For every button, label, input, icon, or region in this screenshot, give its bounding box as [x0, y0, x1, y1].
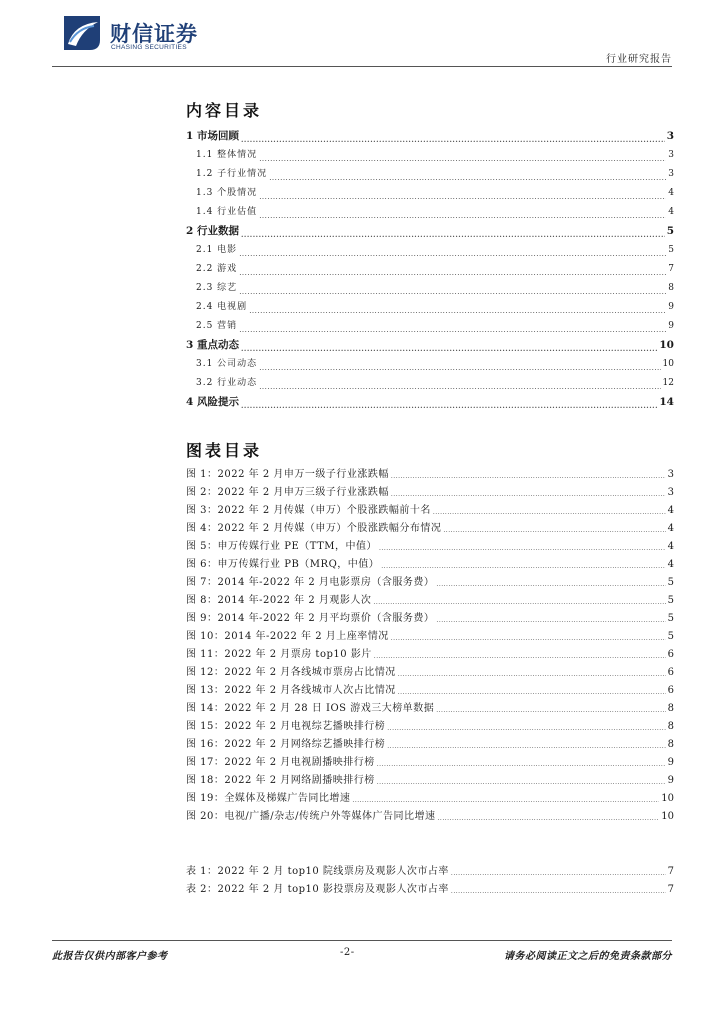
table-entry[interactable] [186, 862, 674, 880]
figure-entry[interactable] [186, 681, 674, 699]
figure-entry-page: 8 [667, 721, 674, 732]
figure-entry-page: 6 [667, 649, 674, 660]
figures-title: 图表目录 [186, 441, 263, 460]
dot-leader [239, 326, 666, 334]
figure-entry-page: 5 [667, 631, 674, 642]
toc-entry-label: 4 风险提示 [186, 396, 239, 408]
dot-leader [352, 797, 659, 804]
figure-entry-label: 图 18：2022 年 2 月网络剧播映排行榜 [186, 775, 375, 786]
figure-entry-label: 图 6：申万传媒行业 PB（MRQ，中值） [186, 559, 380, 570]
toc-title: 内容目录 [186, 101, 263, 120]
toc-entry[interactable] [186, 204, 674, 223]
toc-entry-page: 9 [668, 302, 674, 312]
toc-entry-label: 2.4 电视剧 [196, 302, 248, 312]
figure-entry-label: 图 15：2022 年 2 月电视综艺播映排行榜 [186, 721, 386, 732]
dot-leader [391, 473, 666, 480]
toc-entry-page: 7 [668, 264, 674, 274]
toc-entry[interactable] [186, 356, 674, 375]
toc-entry[interactable] [186, 299, 674, 318]
toc-entry-page: 9 [668, 321, 674, 331]
dot-leader [438, 815, 660, 822]
figure-entry[interactable] [186, 591, 674, 609]
dot-leader [443, 527, 665, 534]
figure-entry-page: 8 [667, 739, 674, 750]
figure-entry-label: 图 11：2022 年 2 月票房 top10 影片 [186, 649, 372, 660]
dot-leader [451, 888, 666, 895]
dot-leader [391, 635, 666, 642]
figure-entry-label: 图 20：电视/广播/杂志/传统户外等媒体广告同比增速 [186, 811, 436, 822]
toc-entry-label: 1 市场回顾 [186, 130, 239, 142]
dot-leader [239, 288, 666, 296]
dot-leader [269, 174, 666, 182]
figure-entry-page: 5 [667, 595, 674, 606]
figure-entry-label: 图 1：2022 年 2 月申万一级子行业涨跌幅 [186, 469, 389, 480]
figure-entry-label: 图 13：2022 年 2 月各线城市人次占比情况 [186, 685, 396, 696]
figure-entry[interactable] [186, 501, 674, 519]
figure-entry[interactable] [186, 627, 674, 645]
figure-entry[interactable] [186, 663, 674, 681]
toc-entry-label: 3.2 行业动态 [196, 378, 258, 388]
dot-leader [436, 617, 665, 624]
toc-entry-page: 10 [659, 339, 674, 351]
dot-leader [379, 545, 666, 552]
toc-entry-page: 3 [668, 150, 674, 160]
dot-leader [239, 250, 666, 258]
footer-notice: 请务必阅读正文之后的免责条款部分 [504, 951, 672, 962]
dot-leader [387, 743, 665, 750]
figure-entry-page: 10 [661, 793, 674, 804]
figure-entry-label: 图 10：2014 年-2022 年 2 月上座率情况 [186, 631, 389, 642]
dot-leader [436, 707, 665, 714]
figure-entry-page: 9 [667, 775, 674, 786]
dot-leader [451, 870, 666, 877]
dot-leader [436, 581, 665, 588]
figure-entry-label: 图 3：2022 年 2 月传媒（申万）个股涨跌幅前十名 [186, 505, 431, 516]
figure-entry-label: 图 16：2022 年 2 月网络综艺播映排行榜 [186, 739, 386, 750]
toc-entry[interactable] [186, 147, 674, 166]
toc-entry-page: 4 [668, 207, 674, 217]
footer-divider [52, 940, 672, 941]
toc-entry[interactable] [186, 318, 674, 337]
toc-entry[interactable] [186, 166, 674, 185]
figure-entry[interactable] [186, 609, 674, 627]
figure-entry[interactable] [186, 753, 674, 771]
toc-entry-label: 3.1 公司动态 [196, 359, 258, 369]
company-logo [60, 14, 210, 54]
figure-entry-page: 4 [667, 523, 674, 534]
figure-entry-page: 4 [667, 559, 674, 570]
figure-entry[interactable] [186, 807, 674, 825]
toc-list [186, 128, 674, 413]
dot-leader [259, 212, 666, 220]
toc-entry-label: 1.2 子行业情况 [196, 169, 268, 179]
figure-entry-page: 10 [661, 811, 674, 822]
toc-entry-label: 1.4 行业估值 [196, 207, 258, 217]
toc-entry-page: 8 [668, 283, 674, 293]
figure-entry-label: 图 2：2022 年 2 月申万三级子行业涨跌幅 [186, 487, 389, 498]
dot-leader [241, 401, 657, 410]
toc-entry[interactable] [186, 185, 674, 204]
dot-leader [259, 193, 666, 201]
toc-entry-label: 1.1 整体情况 [196, 150, 258, 160]
dot-leader [259, 383, 660, 391]
table-entry-label: 表 1：2022 年 2 月 top10 院线票房及观影人次市占率 [186, 866, 449, 877]
dot-leader [241, 344, 657, 353]
figure-entry[interactable] [186, 573, 674, 591]
dot-leader [387, 725, 665, 732]
toc-entry[interactable] [186, 242, 674, 261]
dot-leader [259, 155, 666, 163]
toc-entry-label: 1.3 个股情况 [196, 188, 258, 198]
table-entry-page: 7 [667, 866, 674, 877]
toc-entry-page: 4 [668, 188, 674, 198]
dot-leader [241, 135, 665, 144]
figure-entry-label: 图 7：2014 年-2022 年 2 月电影票房（含服务费） [186, 577, 435, 588]
toc-entry[interactable] [186, 223, 674, 242]
figure-entry[interactable] [186, 699, 674, 717]
toc-entry-page: 3 [668, 169, 674, 179]
figure-entry-label: 图 17：2022 年 2 月电视剧播映排行榜 [186, 757, 375, 768]
figure-entry-page: 4 [667, 505, 674, 516]
figure-entry-label: 图 5：申万传媒行业 PE（TTM，中值） [186, 541, 378, 552]
dot-leader [377, 779, 666, 786]
toc-entry[interactable] [186, 280, 674, 299]
footer-disclaimer: 此报告仅供内部客户参考 [52, 951, 168, 962]
dot-leader [259, 364, 660, 372]
table-entry-label: 表 2：2022 年 2 月 top10 影投票房及观影人次市占率 [186, 884, 449, 895]
figure-entry-page: 8 [667, 703, 674, 714]
figure-entry-label: 图 9：2014 年-2022 年 2 月平均票价（含服务费） [186, 613, 435, 624]
dot-leader [241, 230, 665, 239]
figure-entry-page: 5 [667, 577, 674, 588]
figure-entry-label: 图 19：全媒体及梯媒广告同比增速 [186, 793, 351, 804]
dot-leader [381, 563, 665, 570]
toc-entry-label: 2.1 电影 [196, 245, 238, 255]
figures-list [186, 465, 674, 825]
figure-entry-label: 图 14：2022 年 2 月 28 日 IOS 游戏三大榜单数据 [186, 703, 435, 714]
figure-entry-label: 图 12：2022 年 2 月各线城市票房占比情况 [186, 667, 396, 678]
toc-entry-label: 2 行业数据 [186, 225, 239, 237]
figure-entry[interactable] [186, 465, 674, 483]
logo-english-name: CHASING SECURITIES [111, 44, 187, 51]
figure-entry-page: 3 [667, 487, 674, 498]
toc-entry-label: 2.5 营销 [196, 321, 238, 331]
figure-entry-page: 4 [667, 541, 674, 552]
dot-leader [398, 689, 666, 696]
toc-entry-page: 5 [666, 225, 674, 237]
toc-entry-page: 12 [662, 378, 674, 388]
table-entry-page: 7 [667, 884, 674, 895]
figure-entry[interactable] [186, 519, 674, 537]
figure-entry[interactable] [186, 483, 674, 501]
dot-leader [398, 671, 666, 678]
figure-entry-page: 6 [667, 685, 674, 696]
toc-entry[interactable] [186, 394, 674, 413]
figure-entry[interactable] [186, 537, 674, 555]
header-divider [52, 66, 672, 67]
figure-entry[interactable] [186, 555, 674, 573]
figure-entry-label: 图 8：2014 年-2022 年 2 月观影人次 [186, 595, 372, 606]
tables-list [186, 862, 674, 898]
table-entry[interactable] [186, 880, 674, 898]
figure-entry[interactable] [186, 789, 674, 807]
toc-entry-page: 5 [668, 245, 674, 255]
report-type-label: 行业研究报告 [606, 54, 672, 65]
figure-entry-page: 5 [667, 613, 674, 624]
figure-entry[interactable] [186, 771, 674, 789]
dot-leader [373, 599, 665, 606]
figure-entry[interactable] [186, 645, 674, 663]
toc-entry-label: 2.3 综艺 [196, 283, 238, 293]
dot-leader [433, 509, 666, 516]
company-logo-icon [60, 14, 104, 52]
toc-entry-label: 3 重点动态 [186, 339, 239, 351]
dot-leader [377, 761, 666, 768]
dot-leader [391, 491, 666, 498]
toc-entry-label: 2.2 游戏 [196, 264, 238, 274]
toc-entry-page: 3 [666, 130, 674, 142]
page-number: -2- [340, 947, 355, 958]
toc-entry-page: 10 [662, 359, 674, 369]
toc-entry[interactable] [186, 261, 674, 280]
toc-entry-page: 14 [659, 396, 674, 408]
dot-leader [374, 653, 666, 660]
toc-entry[interactable] [186, 375, 674, 394]
toc-entry[interactable] [186, 337, 674, 356]
logo-chinese-name: 财信证券 [110, 22, 198, 46]
figure-entry-page: 6 [667, 667, 674, 678]
dot-leader [239, 269, 666, 277]
figure-entry[interactable] [186, 735, 674, 753]
figure-entry-page: 9 [667, 757, 674, 768]
toc-entry[interactable] [186, 128, 674, 147]
figure-entry[interactable] [186, 717, 674, 735]
figure-entry-label: 图 4：2022 年 2 月传媒（申万）个股涨跌幅分布情况 [186, 523, 442, 534]
dot-leader [249, 307, 666, 315]
figure-entry-page: 3 [667, 469, 674, 480]
